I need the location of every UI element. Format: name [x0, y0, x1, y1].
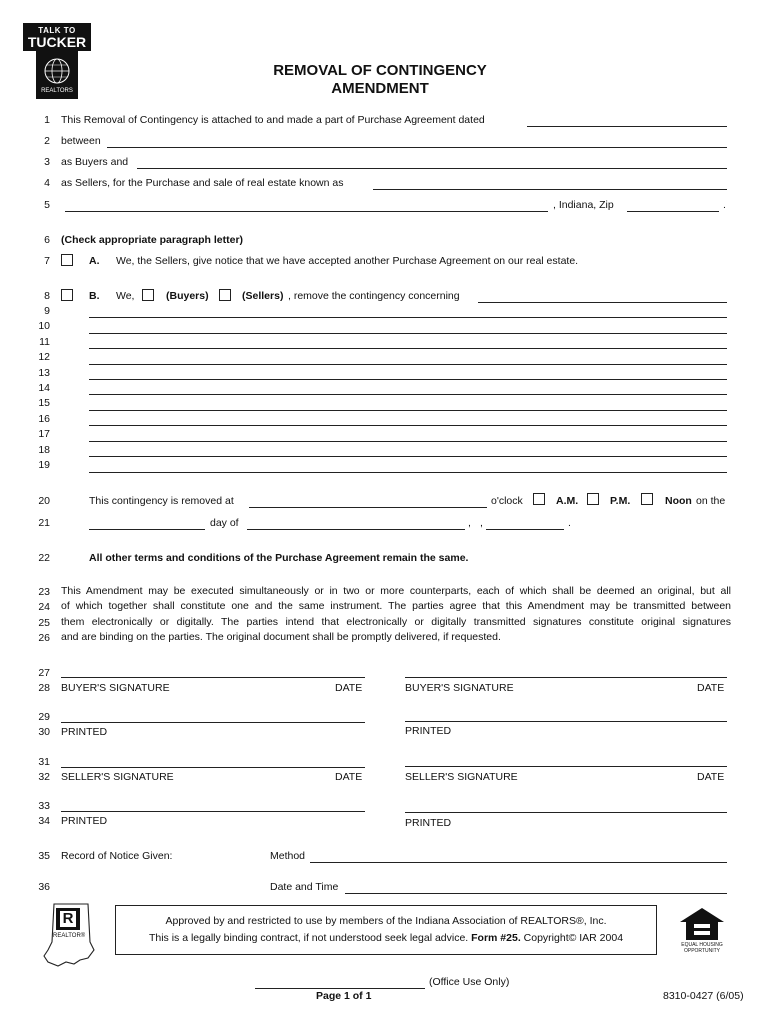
- sellers-label: (Sellers): [242, 290, 284, 302]
- equal-housing-logo: [676, 906, 728, 956]
- removed-at-text: This contingency is removed at: [89, 495, 234, 507]
- am-checkbox[interactable]: [533, 493, 545, 505]
- contingency-detail-line[interactable]: [89, 410, 727, 411]
- equal-housing-icon: [676, 906, 728, 942]
- contingency-detail-line[interactable]: [89, 441, 727, 442]
- line-number: 25: [38, 617, 50, 629]
- line1-text: This Removal of Contingency is attached to and made a part of Purchase Agreement dated: [61, 114, 485, 126]
- line-number: 29: [38, 711, 50, 723]
- line-number: 9: [44, 305, 50, 317]
- property-address-field[interactable]: [65, 211, 548, 212]
- contingency-detail-line[interactable]: [89, 317, 727, 318]
- line-number: 32: [38, 771, 50, 783]
- office-use-field[interactable]: [255, 988, 425, 989]
- check-instruction: (Check appropriate paragraph letter): [61, 234, 244, 246]
- removal-time-field[interactable]: [249, 507, 487, 508]
- paragraph-line: of which together shall constitute one and the same instrument. The parties agree that this Amendment may be transmitted between: [61, 600, 731, 613]
- line-number: 21: [38, 517, 50, 529]
- line-number: 23: [38, 586, 50, 598]
- line2-text: between: [61, 135, 101, 147]
- line21-comma2: ,: [480, 517, 483, 529]
- counterparts-paragraph: [61, 584, 731, 646]
- contingency-detail-line[interactable]: [89, 333, 727, 334]
- line-number: 13: [38, 367, 50, 379]
- line-number: 2: [44, 135, 50, 147]
- talk-to-tucker-logo: [23, 23, 91, 99]
- approval-copyright: Copyright© IAR 2004: [523, 932, 624, 944]
- paragraph-a-letter: A.: [89, 255, 100, 267]
- buyer1-signature-line[interactable]: [61, 677, 365, 678]
- line-number: 18: [38, 444, 50, 456]
- buyer1-date-label: DATE: [335, 682, 363, 694]
- seller1-signature-label: SELLER'S SIGNATURE: [61, 771, 174, 783]
- contingency-detail-line[interactable]: [89, 348, 727, 349]
- noon-checkbox[interactable]: [641, 493, 653, 505]
- line-number: 16: [38, 413, 50, 425]
- line-number: 8: [44, 290, 50, 302]
- contingency-detail-line[interactable]: [89, 425, 727, 426]
- line-number: 17: [38, 428, 50, 440]
- record-notice-label: Record of Notice Given:: [61, 850, 173, 862]
- line-number: 5: [44, 199, 50, 211]
- zip-field[interactable]: [627, 211, 719, 212]
- line-number: 28: [38, 682, 50, 694]
- line-number: 10: [38, 320, 50, 332]
- line-number: 33: [38, 800, 50, 812]
- paragraph-a-text: We, the Sellers, give notice that we have accepted another Purchase Agreement on our real estate.: [116, 255, 579, 267]
- removal-day-field[interactable]: [89, 529, 205, 530]
- contingency-detail-line[interactable]: [89, 364, 727, 365]
- line-number: 12: [38, 351, 50, 363]
- paragraph-b-letter: B.: [89, 290, 100, 302]
- noon-label: Noon: [665, 495, 692, 507]
- approval-form-number: Form #25.: [471, 932, 521, 944]
- equal-housing-caption: EQUAL HOUSING OPPORTUNITY: [681, 942, 723, 954]
- notice-datetime-field[interactable]: [345, 893, 727, 894]
- line21-comma1: ,: [468, 517, 471, 529]
- indiana-zip-label: , Indiana, Zip: [553, 199, 614, 211]
- buyer2-printed-line[interactable]: [405, 721, 727, 722]
- seller1-date-label: DATE: [335, 771, 363, 783]
- buyers-label: (Buyers): [166, 290, 209, 302]
- pm-checkbox[interactable]: [587, 493, 599, 505]
- line-number: 4: [44, 177, 50, 189]
- line-number: 24: [38, 601, 50, 613]
- line-number: 11: [39, 336, 50, 348]
- seller1-printed-label: PRINTED: [61, 815, 108, 827]
- property-field[interactable]: [373, 189, 727, 190]
- buyers-checkbox[interactable]: [142, 289, 154, 301]
- seller2-signature-line[interactable]: [405, 766, 727, 767]
- realtor-r-letter: R: [62, 910, 74, 927]
- document-title-line1: REMOVAL OF CONTINGENCY: [273, 62, 487, 79]
- approval-line1: Approved by and restricted to use by members of the Indiana Association of REALTORS®, Inc.: [165, 915, 607, 927]
- line-number: 31: [38, 756, 50, 768]
- day-of-label: day of: [210, 517, 239, 529]
- line-number: 34: [38, 815, 50, 827]
- logo-line2: TUCKER: [27, 34, 87, 50]
- approval-notice-box: [115, 905, 657, 955]
- form-code: 8310-0427 (6/05): [663, 990, 744, 1002]
- date-time-label: Date and Time: [270, 881, 339, 893]
- buyer1-signature-label: BUYER'S SIGNATURE: [61, 682, 170, 694]
- document-title-line2: AMENDMENT: [331, 80, 429, 97]
- logo-caption: REALTORS: [41, 88, 73, 94]
- on-the-label: on the: [696, 495, 726, 507]
- buyer1-printed-label: PRINTED: [61, 726, 108, 738]
- am-label: A.M.: [556, 495, 579, 507]
- seller2-signature-label: SELLER'S SIGNATURE: [405, 771, 518, 783]
- agreement-date-field[interactable]: [527, 126, 727, 127]
- seller1-signature-line[interactable]: [61, 767, 365, 768]
- office-use-label: (Office Use Only): [429, 976, 510, 988]
- paragraph-line: This Amendment may be executed simultaneously or in two or more counterparts, each of which shall be deemed an original, but all: [61, 585, 731, 597]
- line-number: 14: [38, 382, 50, 394]
- notice-method-field[interactable]: [310, 862, 727, 863]
- line-number: 1: [44, 114, 50, 126]
- line-number: 22: [38, 552, 50, 564]
- line-number: 35: [38, 850, 50, 862]
- line3-text: as Buyers and: [61, 156, 129, 168]
- line-number: 20: [38, 495, 50, 507]
- paragraph-line: them electronically or digitally. The parties intend that electronically or digitally transmitted signatures constitute original signatures: [61, 615, 731, 628]
- buyer2-printed-label: PRINTED: [405, 725, 452, 737]
- buyer2-date-label: DATE: [697, 682, 725, 694]
- contingency-detail-line[interactable]: [89, 456, 727, 457]
- seller2-printed-line[interactable]: [405, 812, 727, 813]
- page-number: Page 1 of 1: [316, 990, 372, 1002]
- realtor-caption: REALTOR®: [53, 933, 86, 939]
- line-number: 30: [38, 726, 50, 738]
- line-number: 6: [44, 234, 50, 246]
- line-number: 7: [44, 255, 50, 267]
- seller1-printed-line[interactable]: [61, 811, 365, 812]
- line-number: 36: [38, 881, 50, 893]
- contingency-concerning-field[interactable]: [478, 302, 727, 303]
- paragraph-b-we: We,: [116, 290, 135, 302]
- oclock-label: o'clock: [491, 495, 523, 507]
- realtor-indiana-logo: [40, 902, 96, 968]
- line-number: 15: [38, 397, 50, 409]
- logo-line1: TALK TO: [38, 26, 76, 35]
- paragraph-line: and are binding on the parties. The original document shall be promptly delivered, if requested.: [61, 631, 501, 644]
- line21-period: .: [568, 517, 571, 529]
- method-label: Method: [270, 850, 306, 862]
- approval-line2-pre: This is a legally binding contract, if not understood seek legal advice.: [148, 932, 469, 944]
- removal-year-field[interactable]: [486, 529, 564, 530]
- removal-month-field[interactable]: [247, 529, 465, 530]
- seller2-printed-label: PRINTED: [405, 817, 452, 829]
- pm-label: P.M.: [610, 495, 631, 507]
- paragraph-b-checkbox[interactable]: [61, 289, 73, 301]
- buyer2-signature-label: BUYER'S SIGNATURE: [405, 682, 514, 694]
- line-number: 27: [38, 667, 50, 679]
- contingency-detail-line[interactable]: [89, 394, 727, 395]
- line5-period: .: [723, 199, 726, 211]
- sellers-checkbox[interactable]: [219, 289, 231, 301]
- approval-line2: [116, 930, 656, 947]
- paragraph-a-checkbox[interactable]: [61, 254, 73, 266]
- buyer2-signature-line[interactable]: [405, 677, 727, 678]
- between-field[interactable]: [107, 147, 727, 148]
- line4-text: as Sellers, for the Purchase and sale of real estate known as: [61, 177, 344, 189]
- line-number: 3: [44, 156, 50, 168]
- paragraph-b-rest: , remove the contingency concerning: [288, 290, 460, 302]
- line-number: 19: [38, 459, 50, 471]
- contingency-detail-line[interactable]: [89, 472, 727, 473]
- seller2-date-label: DATE: [697, 771, 725, 783]
- other-terms-text: All other terms and conditions of the Purchase Agreement remain the same.: [89, 552, 469, 564]
- buyer1-printed-line[interactable]: [61, 722, 365, 723]
- buyers-field[interactable]: [137, 168, 727, 169]
- line-number: 26: [38, 632, 50, 644]
- contingency-detail-line[interactable]: [89, 379, 727, 380]
